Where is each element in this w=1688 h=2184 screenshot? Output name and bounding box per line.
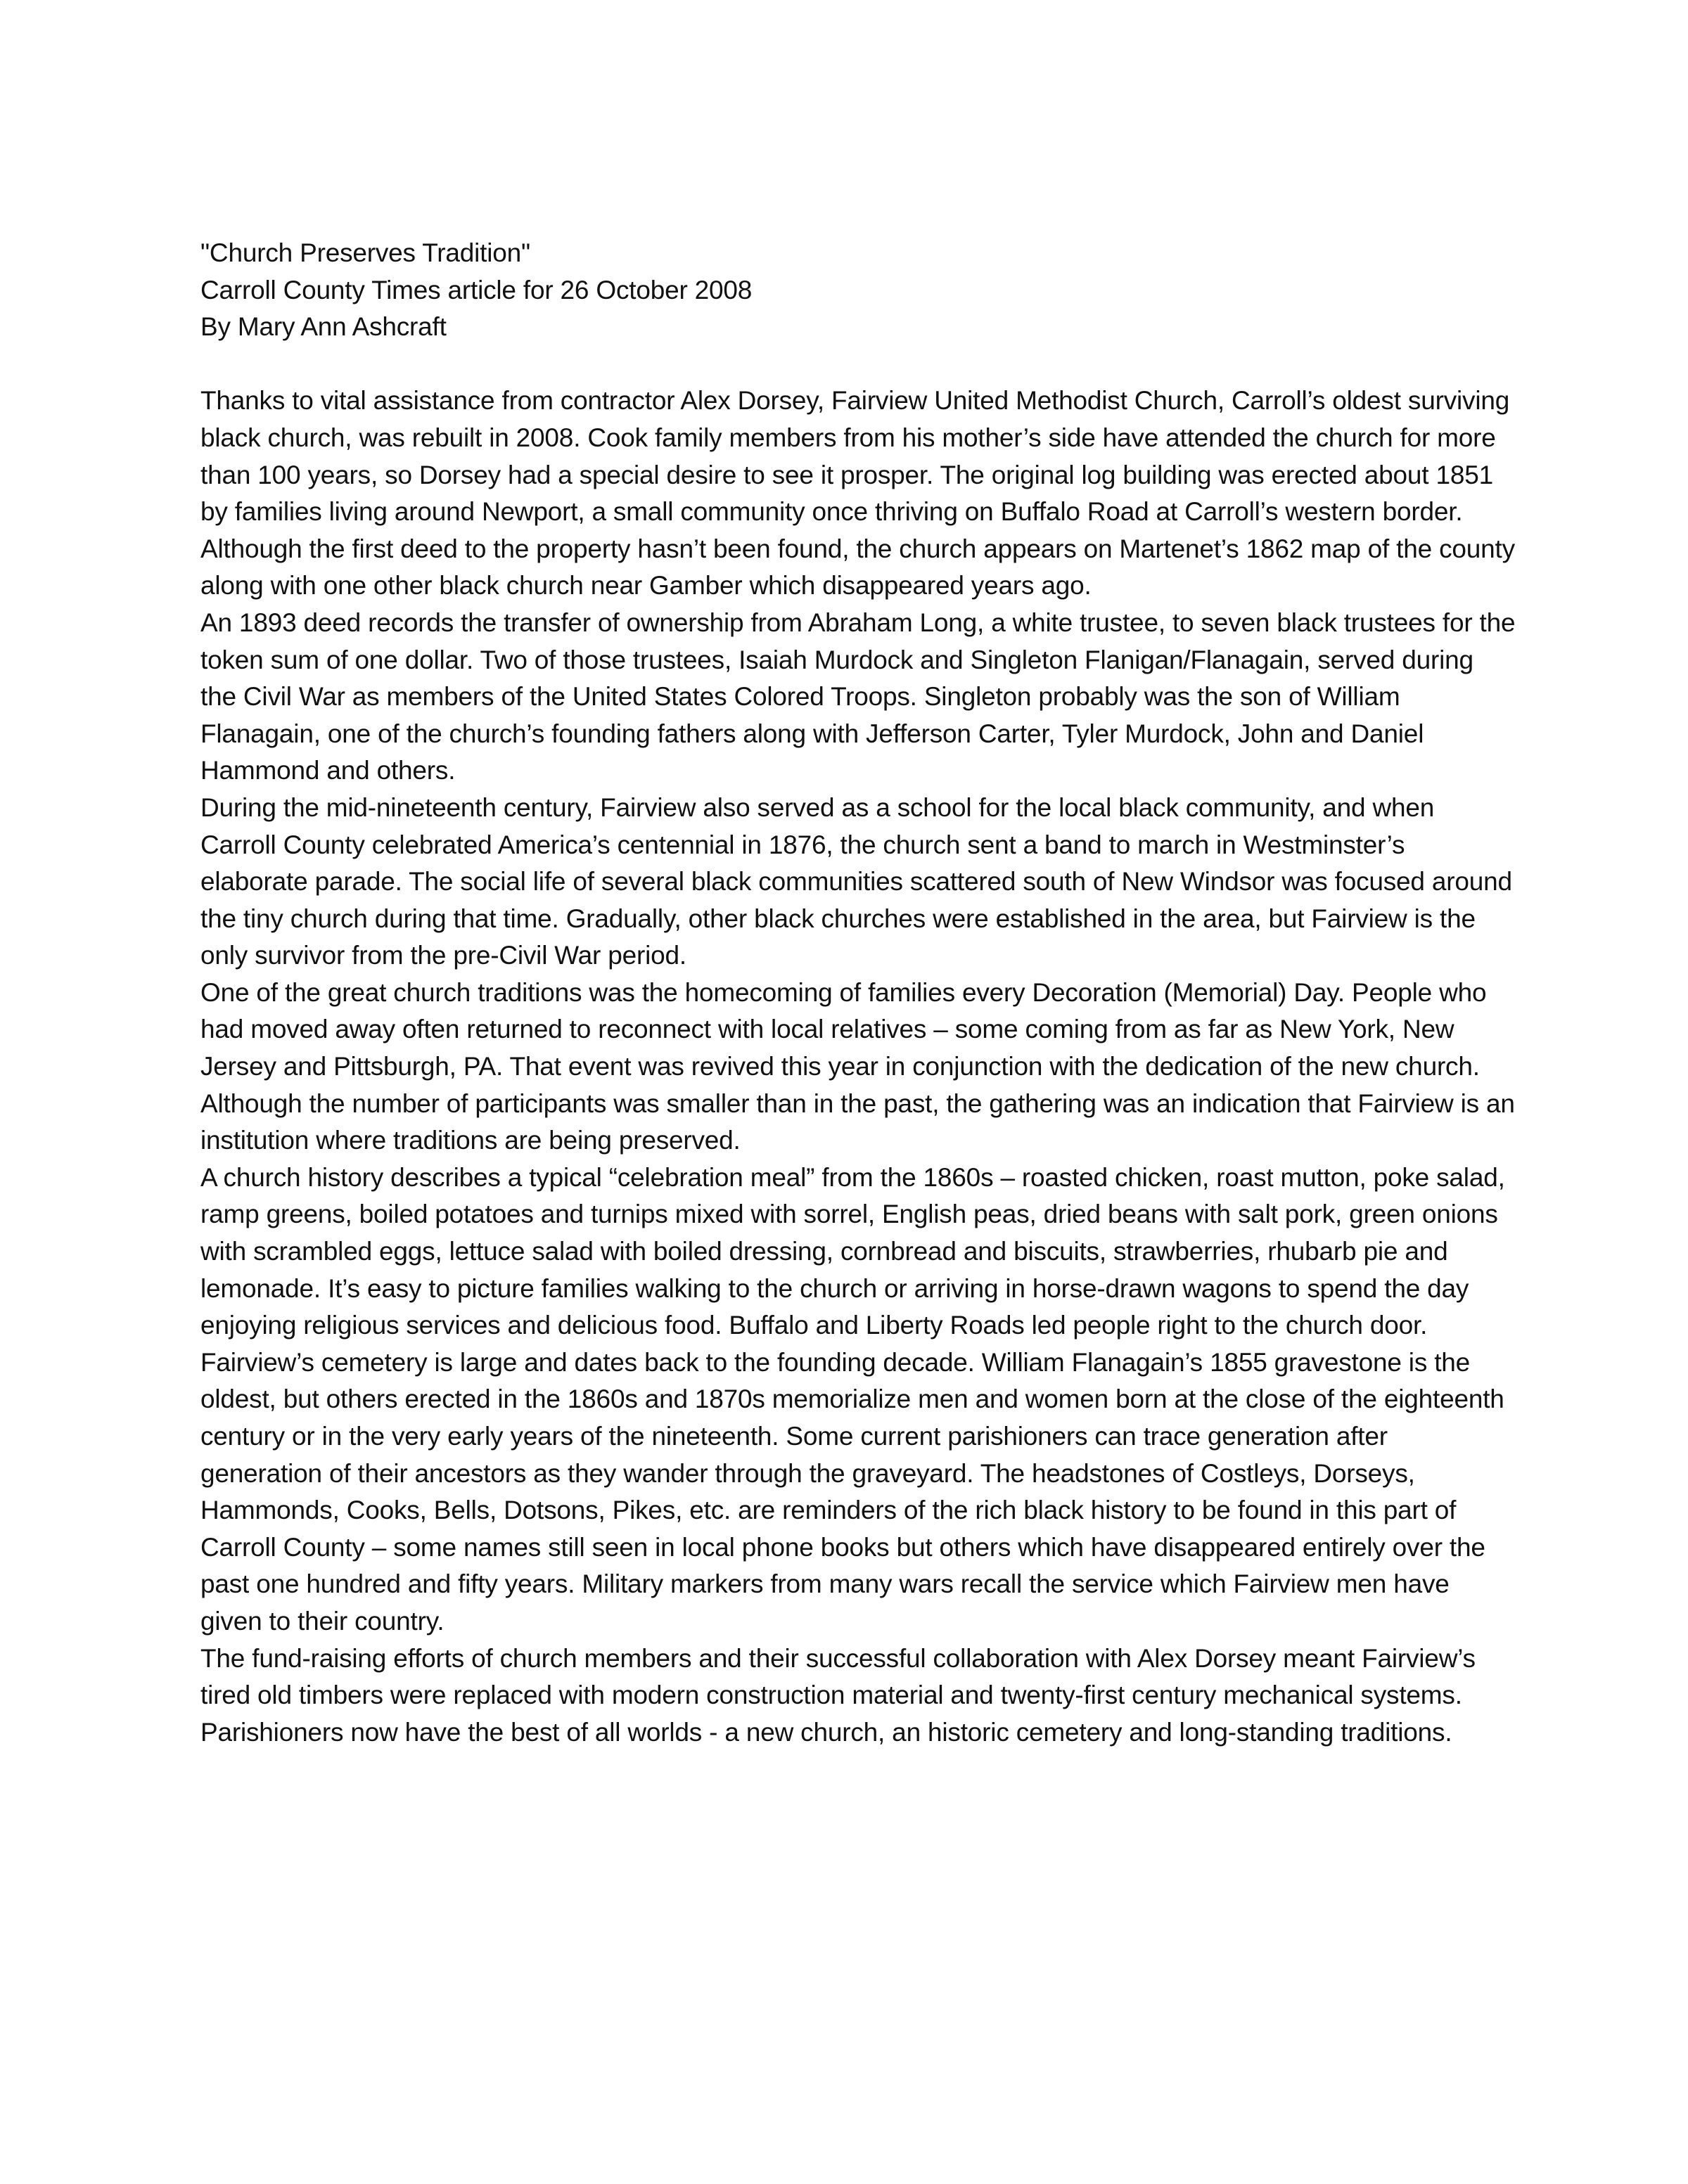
paragraph-4: One of the great church traditions was the homecoming of families every Decoration (Memorial) Day. People who had moved away often returned to reconnect with local relatives – some coming from as far as New York, New Jersey and Pittsburgh, PA. That event was revived this year in conjunction with the dedication of the new church. Although the number of participants was smaller than in the past, the gathering was an indication that Fairview is an institution where traditions are being preserved. bbox=[200, 977, 1515, 1155]
article-title: "Church Preserves Tradition" bbox=[200, 238, 530, 267]
publication-line: Carroll County Times article for 26 October 2008 bbox=[200, 275, 753, 304]
paragraph-6: Fairview’s cemetery is large and dates back to the founding decade. William Flanagain’s 1855 gravestone is the oldest, but others erected in the 1860s and 1870s memorialize men and women born at the close of the eighteenth century or in the very early years of the nineteenth. Some current parishioners can trace generation after generation of their ancestors as they wander through the graveyard. The headstones of Costleys, Dorseys, Hammonds, Cooks, Bells, Dotsons, Pikes, etc. are reminders of the rich black history to be found in this part of Carroll County – some names still seen in local phone books but others which have disappeared entirely over the past one hundred and fifty years. Military markers from many wars recall the service which Fairview men have given to their country. bbox=[200, 1347, 1504, 1636]
paragraph-1: Thanks to vital assistance from contractor Alex Dorsey, Fairview United Methodist Church, Carroll’s oldest surviving black church, was rebuilt in 2008. Cook family members from his mother’s side have attended the church for more than 100 years, so Dorsey had a special desire to see it prosper. The original log building was erected about 1851 by families living around Newport, a small community once thriving on Buffalo Road at Carroll’s western border. Although the first deed to the property hasn’t been found, the church appears on Martenet’s 1862 map of the county along with one other black church near Gamber which disappeared years ago. bbox=[200, 386, 1515, 600]
paragraph-2: An 1893 deed records the transfer of ownership from Abraham Long, a white trustee, to seven black trustees for the token sum of one dollar. Two of those trustees, Isaiah Murdock and Singleton Flanigan/Flanagain, served during the Civil War as members of the United States Colored Troops. Singleton probably was the son of William Flanagain, one of the church’s founding fathers along with Jefferson Carter, Tyler Murdock, John and Daniel Hammond and others. bbox=[200, 608, 1516, 785]
document-header bbox=[200, 235, 1516, 346]
document-content bbox=[200, 235, 1516, 1751]
paragraph-7: The fund-raising efforts of church members and their successful collaboration with Alex Dorsey meant Fairview’s tired old timbers were replaced with modern construction material and twenty-first century mechanical systems. Parishioners now have the best of all worlds - a new church, an historic cemetery and long-standing traditions. bbox=[200, 1643, 1476, 1747]
byline: By Mary Ann Ashcraft bbox=[200, 312, 447, 342]
paragraph-3: During the mid-nineteenth century, Fairview also served as a school for the local black community, and when Carroll County celebrated America’s centennial in 1876, the church sent a band to march in Westminster’s elaborate parade. The social life of several black communities scattered south of New Windsor was focused around the tiny church during that time. Gradually, other black churches were established in the area, but Fairview is the only survivor from the pre-Civil War period. bbox=[200, 792, 1512, 970]
article-body bbox=[200, 383, 1516, 1751]
paragraph-5: A church history describes a typical “celebration meal” from the 1860s – roasted chicken, roast mutton, poke salad, ramp greens, boiled potatoes and turnips mixed with sorrel, English peas, dried beans with salt pork, green onions with scrambled eggs, lettuce salad with boiled dressing, cornbread and biscuits, strawberries, rhubarb pie and lemonade. It’s easy to picture families walking to the church or arriving in horse-drawn wagons to spend the day enjoying religious services and delicious food. Buffalo and Liberty Roads led people right to the church door. bbox=[200, 1162, 1505, 1340]
